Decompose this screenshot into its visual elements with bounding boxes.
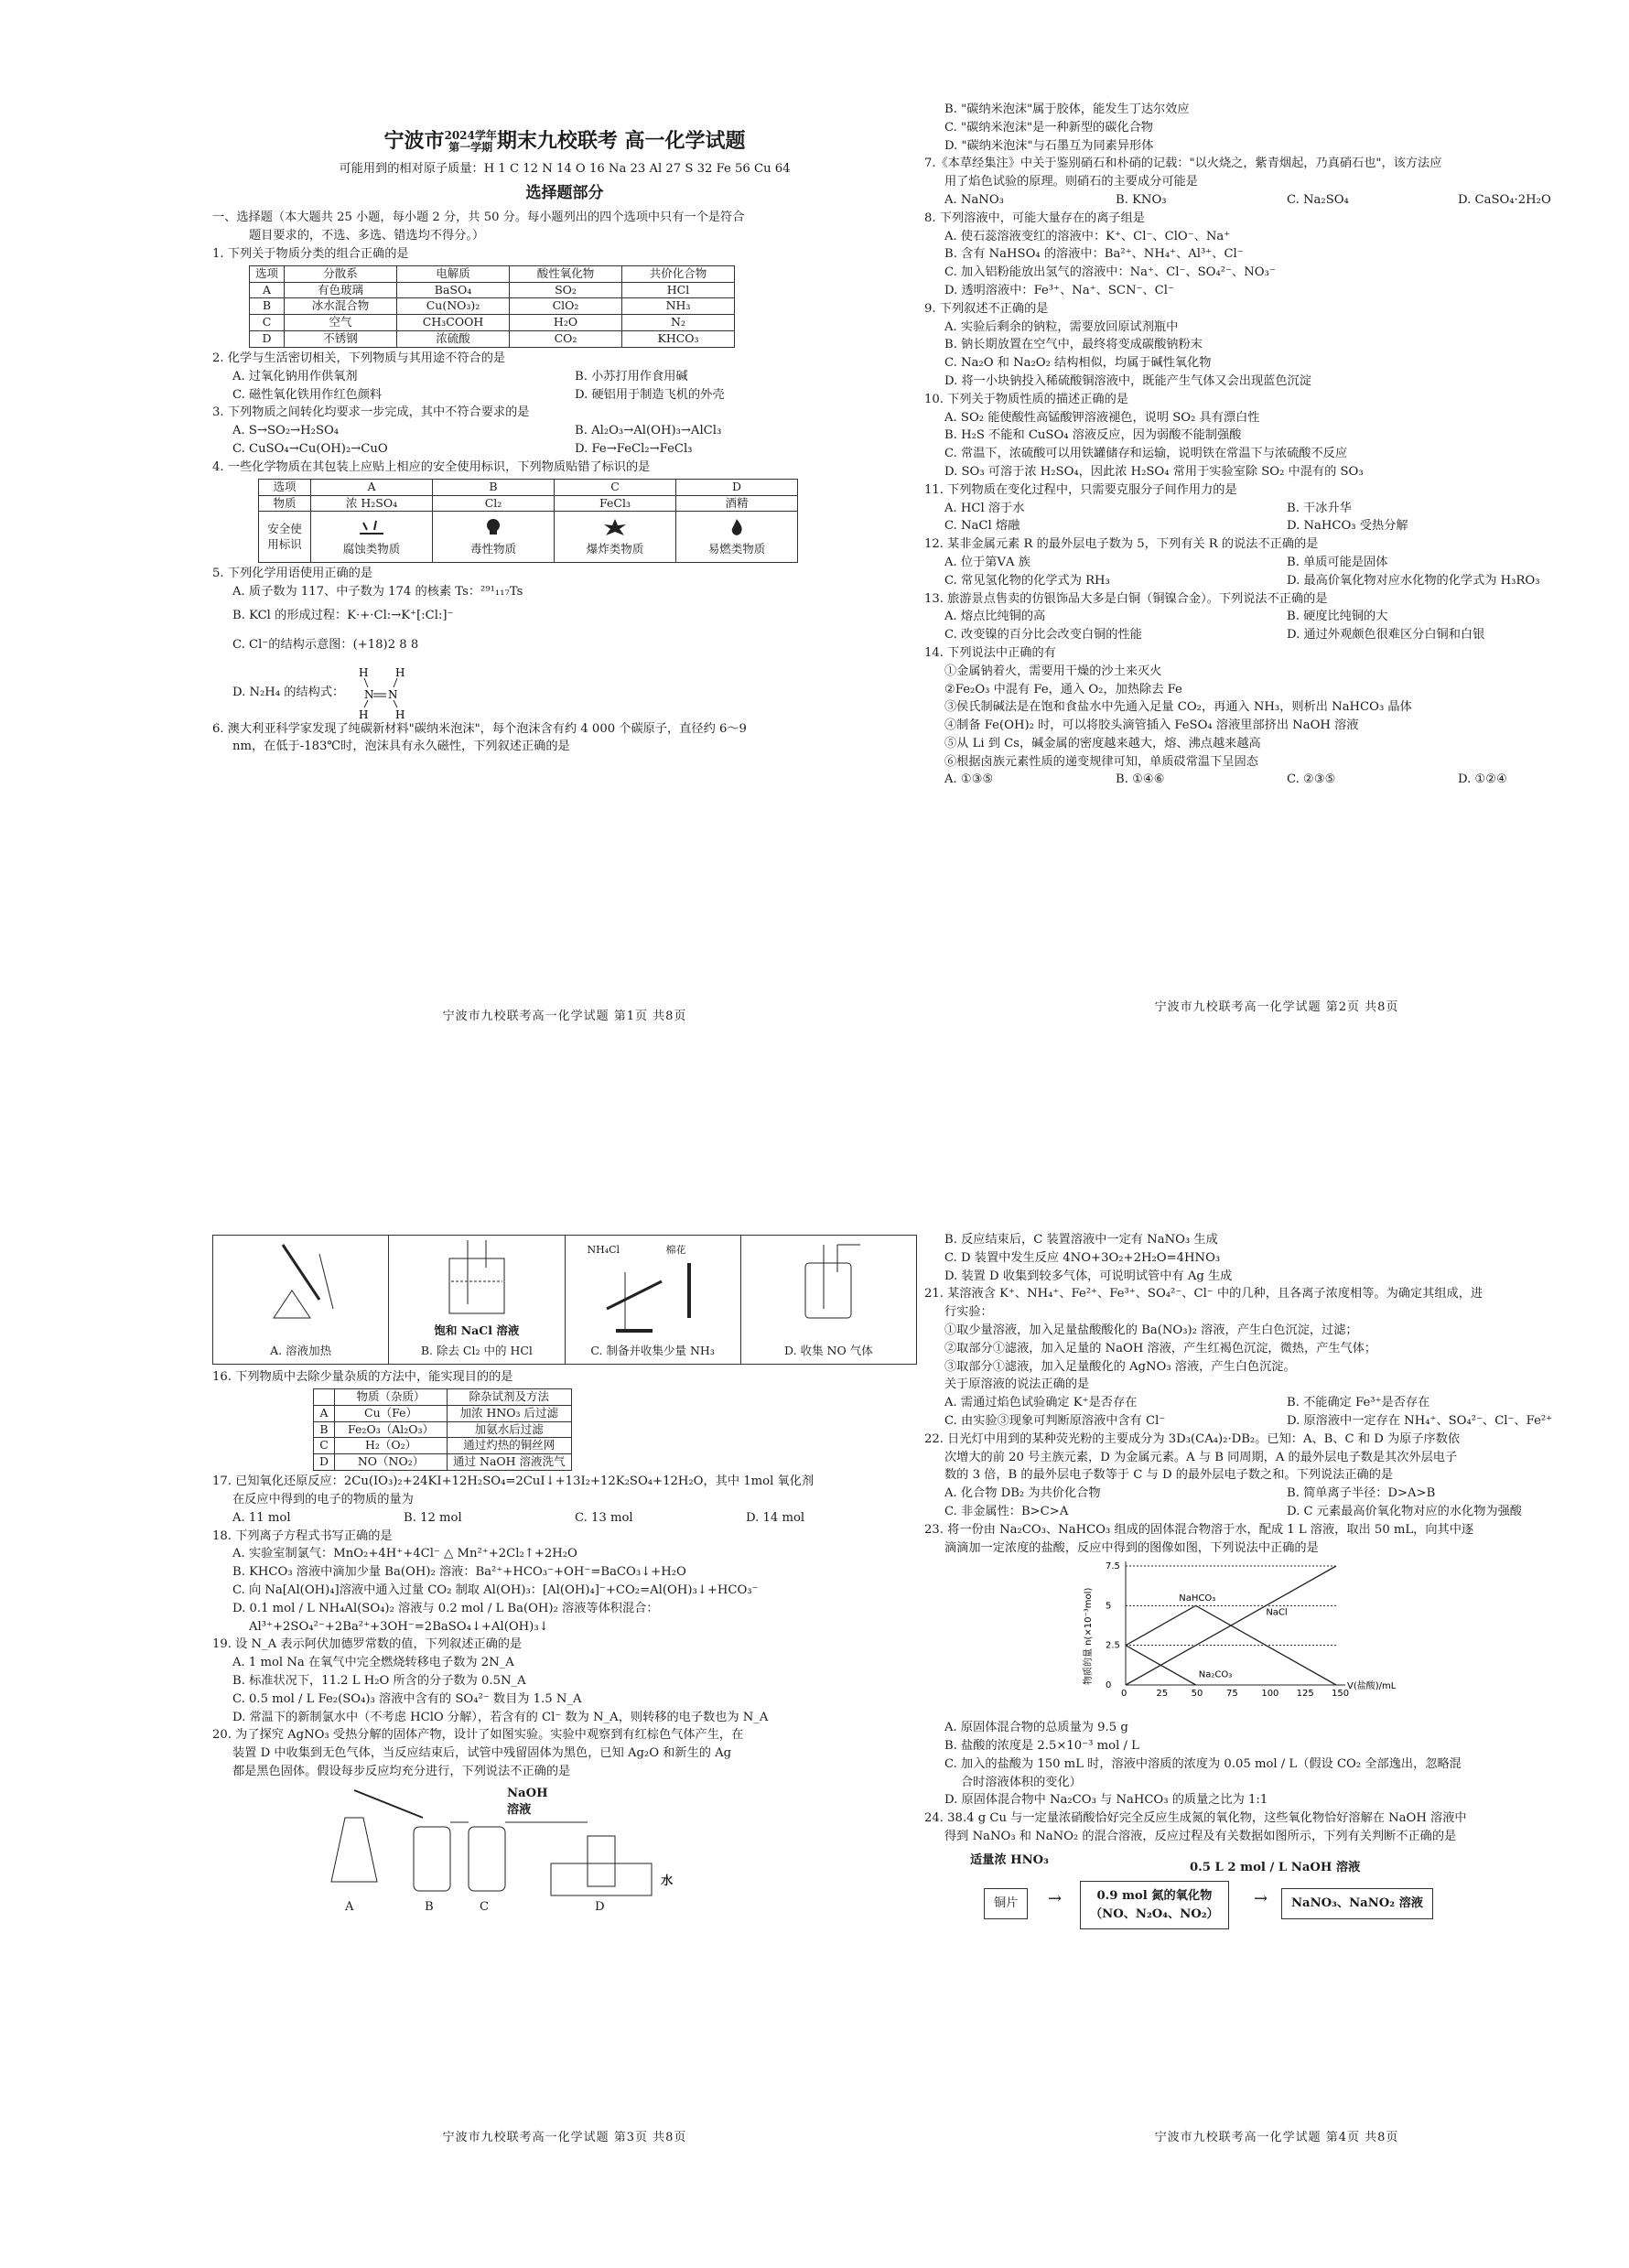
option: B. 盐酸的浓度是 2.5×10⁻³ mol / L [944,1738,1139,1753]
option: D. C 元素最高价氧化物对应的水化物为强酸 [1287,1504,1522,1518]
question-1: 1. 下列关于物质分类的组合正确的是 [212,246,409,261]
option: A. 原固体混合物的总质量为 9.5 g [944,1721,1128,1735]
page-2 [924,101,1629,1016]
heating-tube-icon [246,1236,356,1327]
statement: ④制备 Fe(OH)₂ 时，可以将胶头滴管插入 FeSO₄ 溶液里部挤出 NaOH 溶液 [944,718,1359,733]
option: B. 12 mol [404,1510,462,1525]
option: D. 14 mol [746,1510,805,1525]
option: D. Fe→FeCl₂→FeCl₃ [575,442,693,457]
svg-text:H: H [359,707,369,721]
option: A. NaNO₃ [944,192,1004,207]
question-17: 17. 已知氧化还原反应：2Cu(IO₃)₂+24KI+12H₂SO₄=2CuI↓+13I₂+12K₂SO₄+12H₂O，其中 1mol 氧化剂 [212,1474,814,1489]
cell: 安全使用标识 [259,512,311,563]
question-13: 13. 旅游景点售卖的仿银饰品大多是白铜（铜镍合金）。下列说法不正确的是 [924,591,1328,606]
q15-apparatus [212,1235,917,1365]
table-cell: ClO₂ [510,298,622,315]
page-footer: 宁波市九校联考高一化学试题 第2页 共8页 [1154,999,1399,1014]
option: D. 将一小块钠投入稀硫酸铜溶液中，既能产生气体又会出现蓝色沉淀 [944,373,1311,388]
table-cell: B [250,298,285,315]
cell: Cl₂ [433,495,555,512]
flow-label: 0.5 L 2 mol / L NaOH 溶液 [1190,1860,1361,1874]
question-4: 4. 一些化学物质在其包装上应贴上相应的安全使用标识，下列物质贴错了标识的是 [212,459,651,474]
caption: A. 溶液加热 [270,1344,332,1358]
label: 溶液 [507,1802,532,1817]
table-cell: N₂ [622,315,735,331]
apparatus-c [566,1236,741,1364]
table-cell: 不锈钢 [285,331,397,348]
option: D. 原固体混合物中 Na₂CO₃ 与 NaHCO₃ 的质量之比为 1:1 [944,1793,1268,1808]
option: B. 反应结束后，C 装置溶液中一定有 NaNO₃ 生成 [944,1233,1218,1247]
option: B. 不能确定 Fe³⁺是否存在 [1287,1396,1430,1410]
question-18: 18. 下列离子方程式书写正确的是 [212,1528,393,1543]
y-axis-label: 物质的量 n(×10⁻³mol) [1084,1587,1094,1686]
collection-bottle-icon [773,1236,883,1327]
svg-text:H: H [395,707,405,721]
question-20-cont: 装置 D 中收集到无色气体，当反应结束后，试管中残留固体为黑色，已知 Ag₂O 和新生的 Ag [232,1746,732,1761]
cell: 选项 [259,479,311,495]
x-axis-label: V(盐酸)/mL [1347,1681,1397,1692]
question-11: 11. 下列物质在变化过程中，只需要克服分子间作用力的是 [924,482,1237,497]
y-tick-label: 5 [1106,1601,1112,1612]
page-3 [212,1231,917,2146]
option: D. N₂H₄ 的结构式： [232,685,345,699]
x-tick-label: 0 [1121,1689,1127,1700]
option: C. 13 mol [575,1510,633,1525]
q4-table [258,479,798,564]
table-cell: A [250,282,285,298]
question-20-cont: 都是黑色固体。假设每步反应均充分进行，下列说法不正确的是 [232,1764,571,1778]
series-label: NaHCO₃ [1179,1593,1216,1604]
svg-text:H: H [359,665,369,679]
cell: FeCl₃ [555,495,676,512]
svg-text:N: N [364,687,374,701]
question-6-cont: nm，在低于-183℃时，泡沫具有永久磁性，下列叙述正确的是 [232,740,570,754]
option: C. NaCl 熔融 [944,519,1020,534]
option: C. 常温下，浓硫酸可以用铁罐储存和运输，说明铁在常温下与浓硫酸不反应 [944,447,1348,461]
question-2: 2. 化学与生活密切相关，下列物质与其用途不符合的是 [212,351,506,366]
option: B. 硬度比纯铜的大 [1287,610,1388,624]
question-19: 19. 设 N_A 表示阿伏加德罗常数的值，下列叙述正确的是 [212,1637,523,1652]
option: D. "碳纳米泡沫"与石墨互为同素异形体 [944,138,1154,153]
table-cell: 除杂试剂及方法 [448,1388,572,1405]
y-tick-label: 2.5 [1106,1641,1120,1652]
skull-icon [482,517,504,537]
table-cell: 冰水混合物 [285,298,397,315]
hazard-explosive: 爆炸类物质 [555,512,676,563]
option: B. Al₂O₃→Al(OH)₃→AlCl₃ [575,424,722,438]
option: A. ①③⑤ [944,772,994,787]
exam-title: 宁波市2024学年 第一学期 期末九校联考 高一化学试题 [383,128,746,154]
section-title: 选择题部分 [525,183,604,202]
x-tick-label: 25 [1156,1689,1169,1700]
option: D. NaHCO₃ 受热分解 [1287,519,1408,534]
flow-box-copper: 铜片 [984,1888,1028,1919]
apparatus-b [389,1236,565,1364]
n2h4-structure [344,665,417,720]
q24-flow [961,1852,1629,1943]
option: D. SO₃ 可溶于浓 H₂SO₄，因此浓 H₂SO₄ 常用于实验室除 SO₂ 中混有的 SO₃ [944,464,1364,479]
label: 水 [661,1874,674,1888]
flow-box-oxides [1080,1881,1229,1930]
option: D. 装置 D 收集到较多气体，可说明试管中有 Ag 生成 [944,1269,1233,1283]
apparatus-a [213,1236,389,1364]
hazard-flammable: 易燃类物质 [676,512,798,563]
flow-label: 适量浓 HNO₃ [970,1852,1049,1867]
question-7: 7.《本草经集注》中关于鉴别硝石和朴硝的记载："以火烧之，紫青烟起，乃真硝石也"，该方法应 [924,157,1442,171]
cell: C [555,479,676,495]
table-cell: 酸性氧化物 [510,265,622,282]
option: C. 0.5 mol / L Fe₂(SO₄)₃ 溶液中含有的 SO₄²⁻ 数目为 1.5 N_A [232,1691,582,1706]
table-cell: Fe₂O₃（Al₂O₃） [335,1421,448,1438]
table-cell: NO（NO₂） [335,1454,448,1471]
table-cell: CH₃COOH [397,315,510,331]
option: A. 实验室制氯气：MnO₂+4H⁺+4Cl⁻ △ Mn²⁺+2Cl₂↑+2H₂O [232,1547,577,1561]
gas-washing-bottle-icon [422,1236,532,1318]
cell: D [676,479,798,495]
arrow-icon: → [1254,1888,1268,1908]
table-cell: 分散系 [285,265,397,282]
ammonia-setup-icon [588,1245,717,1336]
question-8: 8. 下列溶液中，可能大量存在的离子组是 [924,211,1145,225]
option: A. 过氧化钠用作供氧剂 [232,369,358,383]
option: A. 需通过焰色试验确定 K⁺是否存在 [944,1396,1138,1410]
x-tick-label: 100 [1261,1689,1279,1700]
cell: A [311,479,433,495]
label: C [480,1899,490,1914]
option: B. ①④⑥ [1116,772,1165,787]
statement: ③侯氏制碱法是在饱和食盐水中先通入足量 CO₂，再通入 NH₃，则析出 NaHCO₃ 晶体 [944,700,1412,715]
option: B. 单质可能是固体 [1287,555,1388,569]
option: C. 磁性氧化铁用作红色颜料 [232,387,383,402]
table-cell: 物质（杂质） [335,1388,448,1405]
y-tick-label: 0 [1106,1680,1112,1691]
table-cell: A [314,1405,335,1421]
option: B. 简单离子半径：D>A>B [1287,1486,1436,1501]
option: D. 通过外观颇色很难区分白铜和白银 [1287,628,1485,643]
question-21-cont: 行实验： [944,1305,993,1320]
table-cell: BaSO₄ [397,282,510,298]
explosion-icon [602,517,628,537]
table-cell [314,1388,335,1405]
cell: 酒精 [676,495,798,512]
table-cell: 加浓 HNO₃ 后过滤 [448,1405,572,1421]
option: C. ②③⑤ [1287,772,1336,787]
option: C. CuSO₄→Cu(OH)₂→CuO [232,442,388,457]
hazard-corrosive: 腐蚀类物质 [311,512,433,563]
option: C. D 装置中发生反应 4NO+3O₂+2H₂O=4HNO₃ [944,1250,1221,1265]
x-tick-label: 150 [1332,1689,1350,1700]
option: D. ①②④ [1458,772,1507,787]
q1-table [249,265,735,348]
option: D. 硬铝用于制造飞机的外壳 [575,387,725,402]
option: B. KCl 的形成过程：K·+·Cl:→K⁺[:Cl:]⁻ [232,608,454,622]
option-cont: Al³⁺+2SO₄²⁻+2Ba²⁺+3OH⁻=2BaSO₄↓+Al(OH)₃↓ [249,1619,549,1634]
table-cell: 通过 NaOH 溶液洗气 [448,1454,572,1471]
table-cell: B [314,1421,335,1438]
atomic-masses: 可能用到的相对原子质量：H 1 C 12 N 14 O 16 Na 23 Al 27 S 32 Fe 56 Cu 64 [339,162,791,176]
apparatus-d [741,1236,916,1364]
option: C. Na₂O 和 Na₂O₂ 结构相似，均属于碱性氧化物 [944,356,1212,371]
table-cell: C [314,1438,335,1454]
svg-text:N: N [388,687,398,701]
question-24-cont: 得到 NaNO₃ 和 NaNO₂ 的混合溶液，反应过程及有关数据如图所示，下列有关判断不正确的是 [944,1829,1457,1843]
page-footer: 宁波市九校联考高一化学试题 第4页 共8页 [1154,2130,1399,2144]
page-footer: 宁波市九校联考高一化学试题 第3页 共8页 [442,2130,687,2144]
option: C. 加入的盐酸为 150 mL 时，溶液中溶质的浓度为 0.05 mol / L（假设 CO₂ 全部逸出，忽略混 [944,1756,1462,1771]
option: A. HCl 溶于水 [944,501,1025,515]
table-cell: Cu(NO₃)₂ [397,298,510,315]
option: B. 标准状况下，11.2 L H₂O 所含的分子数为 0.5N_A [232,1673,526,1688]
arrow-icon: → [1048,1888,1063,1908]
option: A. 11 mol [232,1510,291,1525]
question-3: 3. 下列物质之间转化均要求一步完成，其中不符合要求的是 [212,405,530,420]
question-21: 21. 某溶液含 K⁺、NH₄⁺、Fe²⁺、Fe³⁺、SO₄²⁻、Cl⁻ 中的几种，且各离子浓度相等。为确定其组成，进 [924,1287,1483,1301]
agno3-setup-icon [313,1781,697,1900]
label: 棉花 [665,1244,686,1256]
table-cell: H₂O [510,315,622,331]
y-tick-label: 7.5 [1106,1561,1120,1572]
table-cell: 电解质 [397,265,510,282]
question-22: 22. 日光灯中用到的某种荧光粉的主要成分为 3D₃(CA₄)₂·DB₂。已知：A、B、C 和 D 为原子序数依 [924,1431,1461,1446]
label: A [345,1899,354,1914]
table-cell: 共价化合物 [622,265,735,282]
option: A. 质子数为 117、中子数为 174 的核素 Ts：²⁹¹₁₁₇Ts [232,585,523,599]
cell: 物质 [259,495,311,512]
option: D. 透明溶液中：Fe³⁺、Na⁺、SCN⁻、Cl⁻ [944,283,1174,297]
option: D. 常温下的新制氯水中（不考虑 HClO 分解），若含有的 Cl⁻ 数为 N_A，则转移的电子数也为 N_A [232,1710,769,1724]
q16-table [313,1388,572,1471]
question-5: 5. 下列化学用语使用正确的是 [212,567,373,581]
table-cell: Cu（Fe） [335,1405,448,1421]
option: C. 常见氢化物的化学式为 RH₃ [944,573,1110,588]
option: A. 位于第ⅤA 族 [944,555,1030,569]
option: A. 使石蕊溶液变红的溶液中：K⁺、Cl⁻、ClO⁻、Na⁺ [944,229,1231,243]
question-24: 24. 38.4 g Cu 与一定量浓硝酸恰好完全反应生成氮的氧化物，这些氧化物恰好溶解在 NaOH 溶液中 [924,1811,1467,1826]
label: B [425,1899,434,1914]
option: D. 原溶液中一定存在 NH₄⁺、SO₄²⁻、Cl⁻、Fe²⁺ [1287,1413,1553,1428]
q20-apparatus [313,1781,917,1918]
question-23-cont: 滴滴加一定浓度的盐酸，反应中得到的图像如图，下列说法中正确的是 [944,1540,1319,1555]
table-cell: 浓硫酸 [397,331,510,348]
option: C. 加入铝粉能放出氢气的溶液中：Na⁺、Cl⁻、SO₄²⁻、NO₃⁻ [944,265,1276,280]
question-23: 23. 将一份由 Na₂CO₃、NaHCO₃ 组成的固体混合物溶于水，配成 1 L 溶液，取出 50 mL，向其中逐 [924,1522,1474,1537]
option: A. 1 mol Na 在氧气中完全燃烧转移电子数为 2N_A [232,1656,514,1670]
caption: B. 除去 Cl₂ 中的 HCl [420,1344,533,1358]
option: C. 改变镍的百分比会改变白铜的性能 [944,628,1142,643]
question-7-cont: 用了焰色试验的原理。则硝石的主要成分可能是 [944,175,1198,189]
table-cell: KHCO₃ [622,331,735,348]
option: D. CaSO₄·2H₂O [1458,192,1551,207]
label: NaOH [507,1786,548,1800]
option: B. H₂S 不能和 CuSO₄ 溶液反应，因为弱酸不能制强酸 [944,428,1242,443]
page-1 [212,110,917,1025]
question-17-cont: 在反应中得到的电子的物质的量为 [232,1492,414,1507]
series-label: NaCl [1266,1608,1288,1619]
table-cell: 选项 [250,265,285,282]
flow-box-solution: NaNO₃、NaNO₂ 溶液 [1281,1888,1433,1919]
option: B. 钠长期放置在空气中，最终将变成碳酸钠粉末 [944,338,1203,352]
series-label: Na₂CO₃ [1198,1669,1233,1680]
question-12: 12. 某非金属元素 R 的最外层电子数为 5，下列有关 R 的说法不正确的是 [924,537,1319,552]
option: B. 含有 NaHSO₄ 的溶液中：Ba²⁺、NH₄⁺、Al³⁺、Cl⁻ [944,247,1244,262]
option: C. 非金属性：B>C>A [944,1504,1069,1518]
option: C. Na₂SO₄ [1287,192,1349,207]
table-cell: C [250,315,285,331]
label: 饱和 NaCl 溶液 [434,1323,520,1338]
instructions: 一、选择题（本大题共 25 小题，每小题 2 分，共 50 分。每小题列出的四个选项中只有一个是符合 [212,211,745,225]
option: B. KHCO₃ 溶液中滴加少量 Ba(OH)₂ 溶液：Ba²⁺+HCO₃⁻+OH⁻=BaCO₃↓+H₂O [232,1565,686,1580]
option: A. S→SO₂→H₂SO₄ [232,424,340,438]
question-16: 16. 下列物质中去除少量杂质的方法中，能实现目的的是 [212,1370,513,1384]
label: D [595,1899,605,1914]
table-cell: NH₃ [622,298,735,315]
question-6: 6. 澳大利亚科学家发现了纯碳新材料"碳纳米泡沫"，每个泡沫含有约 4 000 个碳原子，直径约 6～9 [212,721,747,736]
corrosive-icon [356,517,387,537]
option: C. "碳纳米泡沫"是一种新型的碳化合物 [944,120,1153,135]
option: B. KNO₃ [1116,192,1167,207]
statement: ⑥根据卤族元素性质的递变规律可知，单质砹常温下呈固态 [944,754,1258,769]
table-cell: H₂（O₂） [335,1438,448,1454]
option: A. 化合物 DB₂ 为共价化合物 [944,1486,1101,1501]
x-tick-label: 75 [1226,1689,1238,1700]
question-14: 14. 下列说法中正确的有 [924,645,1056,660]
option: B. 干冰升华 [1287,501,1352,515]
option: D. 0.1 mol / L NH₄Al(SO₄)₂ 溶液与 0.2 mol / L Ba(OH)₂ 溶液等体积混合： [232,1601,659,1615]
question-20: 20. 为了探究 AgNO₃ 受热分解的固体产物，设计了如图实验。实验中观察到有红棕色气体产生，在 [212,1728,744,1743]
step: ③取部分①滤液，加入足量酸化的 AgNO₃ 溶液，产生白色沉淀。 [944,1359,1296,1374]
hazard-toxic: 毒性物质 [433,512,555,563]
statement: ⑤从 Li 到 Cs，碱金属的密度越来越大，熔、沸点越来越高 [944,736,1261,751]
question-10: 10. 下列关于物质性质的描述正确的是 [924,392,1128,406]
table-cell: 有色玻璃 [285,282,397,298]
instructions-cont: 题目要求的，不选、多选、错选均不得分。） [249,229,485,243]
q23-chart [1080,1557,1397,1712]
label: NH₄Cl [587,1244,620,1256]
page-4 [924,1231,1629,2146]
option: C. Cl⁻的结构示意图：(+18)2 8 8 [232,637,419,652]
table-cell: 加氨水后过滤 [448,1421,572,1438]
flame-icon [728,517,746,537]
option: B. 小苏打用作食用碱 [575,369,688,383]
question-22-cont: 次增大的前 20 号主族元素，D 为金属元素。A 与 B 同周期，A 的最外层电子数是其次外层电子 [944,1450,1458,1464]
statement: ①金属钠着火，需要用干燥的沙土来灭火 [944,664,1162,678]
step: ①取少量溶液，加入足量盐酸酸化的 Ba(NO₃)₂ 溶液，产生白色沉淀，过滤； [944,1323,1358,1337]
table-cell: D [250,331,285,348]
option: D. 最高价氧化物对应水化物的化学式为 H₃RO₃ [1287,573,1540,588]
table-cell: D [314,1454,335,1471]
question-22-cont: 数的 3 倍，B 的最外层电子数等于 C 与 D 的最外层电子数之和。下列说法正确的是 [944,1468,1394,1483]
question-21-ask: 关于原溶液的说法正确的是 [944,1377,1090,1392]
table-cell: CO₂ [510,331,622,348]
option: A. 熔点比纯铜的高 [944,610,1046,624]
cell: B [433,479,555,495]
x-tick-label: 50 [1191,1689,1203,1700]
x-tick-label: 125 [1296,1689,1314,1700]
table-cell: SO₂ [510,282,622,298]
cell: 浓 H₂SO₄ [311,495,433,512]
flow-text: 0.9 mol 氮的氧化物 [1096,1888,1213,1903]
option: B. "碳纳米泡沫"属于胶体，能发生丁达尔效应 [944,103,1190,116]
option-cont: 合时溶液体积的变化） [961,1775,1082,1789]
option: C. 由实验③现象可判断原溶液中含有 Cl⁻ [944,1413,1166,1428]
page-footer: 宁波市九校联考高一化学试题 第1页 共8页 [442,1009,687,1023]
step: ②取部分①滤液，加入足量的 NaOH 溶液，产生红褐色沉淀，微热，产生气体； [944,1341,1377,1355]
caption: D. 收集 NO 气体 [784,1344,873,1358]
statement: ②Fe₂O₃ 中混有 Fe，通入 O₂，加热除去 Fe [944,682,1182,697]
flow-text: （NO、N₂O₄、NO₂） [1090,1906,1219,1921]
option: C. 向 Na[Al(OH)₄]溶液中通入过量 CO₂ 制取 Al(OH)₃：[Al(OH)₄]⁻+CO₂=Al(OH)₃↓+HCO₃⁻ [232,1582,759,1597]
table-cell: HCl [622,282,735,298]
option: A. SO₂ 能使酸性高锰酸钾溶液褪色，说明 SO₂ 具有漂白性 [944,410,1260,425]
table-cell: 通过灼热的铜丝网 [448,1438,572,1454]
svg-text:H: H [395,665,405,679]
option: A. 实验后剩余的钠粒，需要放回原试剂瓶中 [944,319,1179,334]
table-cell: 空气 [285,315,397,331]
question-9: 9. 下列叙述不正确的是 [924,301,1049,316]
caption: C. 制备并收集少量 NH₃ [590,1344,715,1358]
